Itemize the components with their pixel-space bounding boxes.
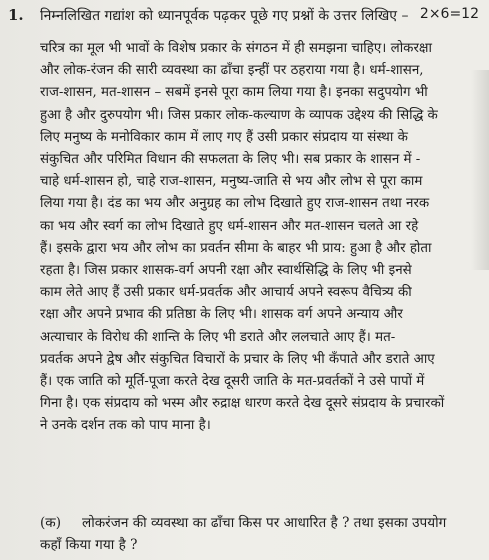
passage-line: हैं। इसके द्वारा भय और लोभ का प्रवर्तन सीमा के बाहर भी प्राय: हुआ है और होता (40, 240, 432, 256)
question-marks: 2×6=12 (419, 6, 479, 22)
passage-line: हैं। एक जाति को मूर्ति-पूजा करते देख दूसरी जाति के मत-प्रवर्तकों ने उसे पापों में (40, 374, 425, 390)
passage-line: काम लेते आए हैं उसी प्रकार धर्म-प्रवर्तक और आचार्य अपने स्वरूप वैचित्र्य की (40, 285, 412, 301)
passage-line: चाहे धर्म-शासन हो, चाहे राज-शासन, मनुष्य-जाति से भय और लोभ से पूरा काम (40, 174, 423, 190)
question-number: 1. (8, 6, 24, 24)
passage-line: हुआ है और दुरुपयोग भी। जिस प्रकार लोक-कल्याण के व्यापक उद्देश्य की सिद्धि के (40, 107, 438, 123)
passage-line: प्रवर्तक अपने द्वेष और संकुचित विचारों के प्रचार के लिए भी कँपाते और डराते आए (40, 351, 435, 367)
passage-line: रक्षा और अपने प्रभाव की प्रतिष्ठा के लिए भी। शासक वर्ग अपने अन्याय और (40, 307, 403, 323)
passage-line: राज-शासन, मत-शासन – सबमें इनसे पूरा काम लिया गया है। इनका सदुपयोग भी (40, 85, 428, 101)
passage-line: का भय और स्वर्ग का लोभ दिखाते हुए धर्म-शासन और मत-शासन चलते आ रहे (40, 218, 419, 234)
passage-line: ने उनके दर्शन तक को पाप माना है। (40, 418, 211, 434)
passage-line: गिना है। एक संप्रदाय को भस्म और रुद्राक्ष धारण करते देख दूसरे संप्रदाय के प्रचारकों (40, 396, 445, 412)
subquestion-line: कहाँ किया गया है ? (40, 537, 138, 553)
question-instruction: निम्नलिखित गद्यांश को ध्यानपूर्वक पढ़कर पूछे गए प्रश्नों के उत्तर लिखिए – (40, 8, 409, 24)
page-shadow (471, 70, 489, 270)
passage-line: लिया गया है। दंड का भय और अनुग्रह का लोभ दिखाते हुए राज-शासन तथा नरक (40, 196, 430, 212)
passage-line: रहता है। जिस प्रकार शासक-वर्ग अपनी रक्षा और स्वार्थसिद्धि के लिए भी इनसे (40, 263, 412, 279)
passage-line: चरित्र का मूल भी भावों के विशेष प्रकार के संगठन में ही समझना चाहिए। लोकरक्षा (40, 41, 432, 56)
subquestion-line: लोकरंजन की व्यवस्था का ढाँचा किस पर आधारित है ? तथा इसका उपयोग (82, 515, 447, 531)
subquestion-text (40, 512, 482, 556)
passage-line: अत्याचार के विरोध की शान्ति के लिए भी डराते और ललचाते आए हैं। मत- (40, 329, 396, 345)
subquestion-label: (क) (40, 515, 62, 531)
passage-line: संकुचित और परिमित विधान की सफलता के लिए भी। सब प्रकार के शासन में - (40, 152, 421, 168)
passage-line: और लोक-रंजन की सारी व्यवस्था का ढाँचा इन्हीं पर ठहराया गया है। धर्म-शासन, (40, 63, 424, 79)
question-header (8, 6, 479, 30)
passage-line: लिए मनुष्य के मनोविकार काम में लाए गए हैं उसी प्रकार संप्रदाय या संस्था के (40, 129, 408, 145)
passage (40, 38, 480, 438)
